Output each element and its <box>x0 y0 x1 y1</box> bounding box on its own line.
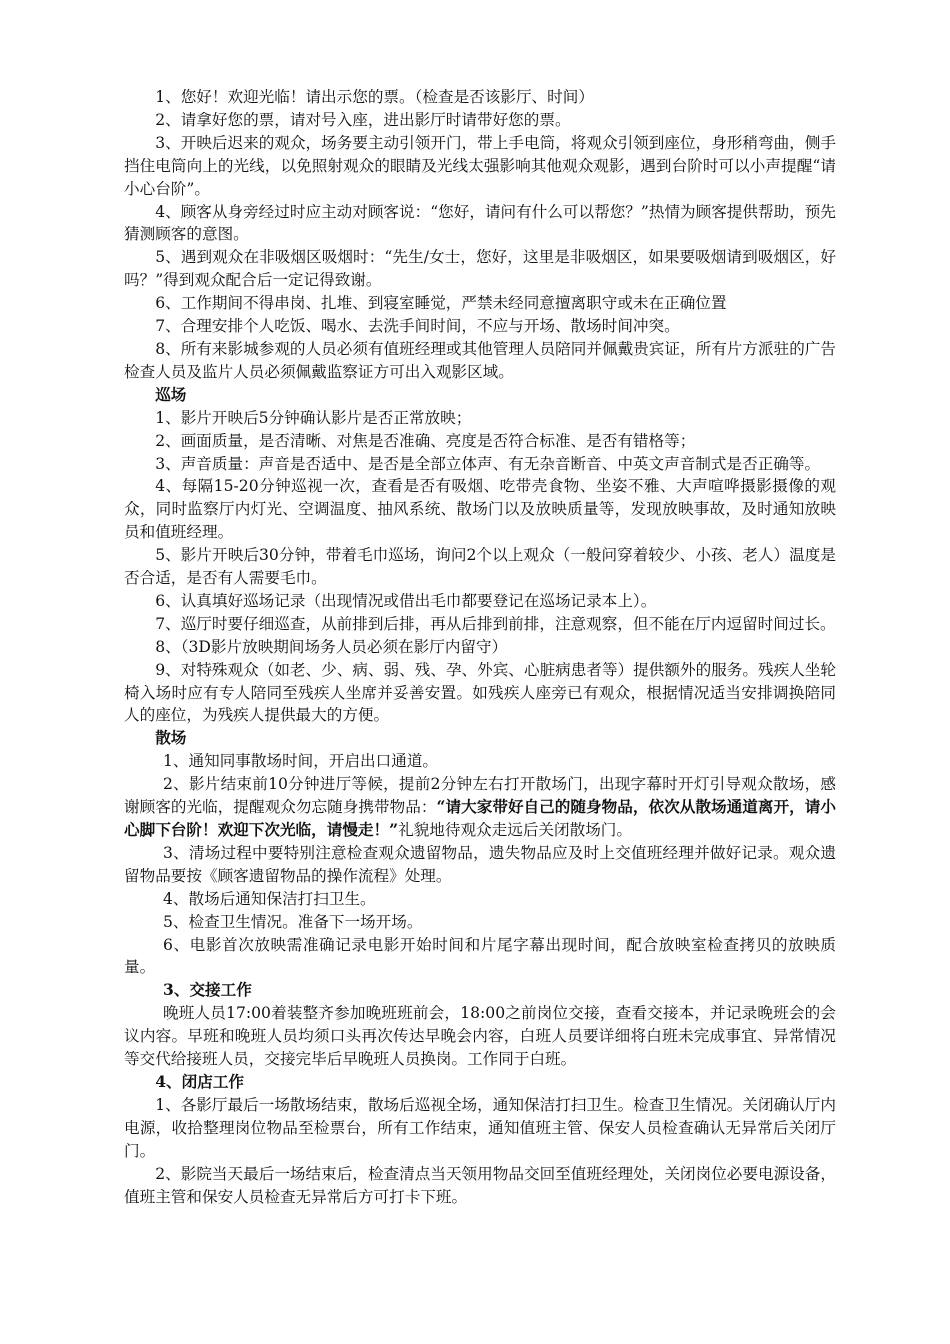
patrol-item-6: 6、认真填好巡场记录（出现情况或借出毛巾都要登记在巡场记录本上）。 <box>155 591 657 610</box>
dismissal-item-2-pre: 2、影片结束前10分钟进厅等候，提前2分钟左右打开散场门，出现字幕时开灯引导观众散场，感谢顾客的光临，提醒观众勿忘随身携带物品： <box>124 775 836 817</box>
patrol-item-2: 2、画面质量，是否清晰、对焦是否准确、亮度是否符合标准、是否有错格等； <box>155 431 696 450</box>
patrol-item-9: 9、对特殊观众（如老、少、病、弱、残、孕、外宾、心脏病患者等）提供额外的服务。残疾人坐轮椅入场时应有专人陪同至残疾人坐席并妥善安置。如残疾人座旁已有观众，根据情况适当安排调换陪同人的座位，为残疾人提供最大的方便。 <box>124 660 836 725</box>
intro-item-6: 6、工作期间不得串岗、扎堆、到寝室睡觉，严禁未经同意擅离职守或未在正确位置 <box>155 294 727 313</box>
dismissal-item-2 <box>124 773 836 842</box>
intro-item-5: 5、遇到观众在非吸烟区吸烟时：“先生/女士，您好，这里是非吸烟区，如果要吸烟请到吸烟区，好吗？”得到观众配合后一定记得致谢。 <box>124 248 836 290</box>
intro-item-7: 7、合理安排个人吃饭、喝水、去洗手间时间，不应与开场、散场时间冲突。 <box>155 317 680 336</box>
closing-heading: 4、闭店工作 <box>155 1071 245 1091</box>
handover-heading: 3、交接工作 <box>163 980 252 1000</box>
patrol-item-1: 1、影片开映后5分钟确认影片是否正常放映； <box>155 408 472 427</box>
dismissal-heading: 散场 <box>155 728 187 748</box>
intro-item-4: 4、顾客从身旁经过时应主动对顾客说：“您好，请问有什么可以帮您？”热情为顾客提供帮助，预先猜测顾客的意图。 <box>124 202 836 244</box>
intro-item-1: 1、您好！欢迎光临！请出示您的票。（检查是否该影厅、时间） <box>155 88 594 106</box>
dismissal-item-4: 4、散场后通知保洁打扫卫生。 <box>163 889 376 908</box>
handover-text: 晚班人员17:00着装整齐参加晚班班前会，18:00之前岗位交接，查看交接本，并记录晚班会的会议内容。早班和晚班人员均须口头再次传达早晚会内容，白班人员要详细将白班未完成事宜、异常情况等交代给接班人员，交接完毕后早晚班人员换岗。工作同于白班。 <box>124 1004 836 1069</box>
dismissal-item-2-post: 礼貌地待观众走远后关闭散场门。 <box>398 821 632 839</box>
patrol-heading: 巡场 <box>155 384 187 404</box>
patrol-item-4: 4、每隔15-20分钟巡视一次，查看是否有吸烟、吃带壳食物、坐姿不雅、大声喧哗摄影摄像的观众，同时监察厅内灯光、空调温度、抽风系统、散场门以及放映质量等，发现放映事故，及时通知放映员和值班经理。 <box>124 477 836 542</box>
document-page <box>124 86 836 1208</box>
intro-item-2: 2、请拿好您的票，请对号入座，进出影厅时请带好您的票。 <box>155 110 571 129</box>
dismissal-item-1: 1、通知同事散场时间，开启出口通道。 <box>163 752 439 771</box>
patrol-item-7: 7、巡厅时要仔细巡查，从前排到后排，再从后排到前排，注意观察，但不能在厅内逗留时间过长。 <box>155 614 836 633</box>
dismissal-item-2-quote: “请大家带好自己的随身物品，依次从散场通道离开，请小心脚下台阶！欢迎下次光临，请慢走！” <box>124 797 836 839</box>
patrol-item-8: 8、（3D影片放映期间场务人员必须在影厅内留守） <box>155 637 508 656</box>
intro-item-8: 8、所有来影城参观的人员必须有值班经理或其他管理人员陪同并佩戴贵宾证，所有片方派驻的广告检查人员及监片人员必须佩戴监察证方可出入观影区域。 <box>124 339 836 381</box>
intro-item-3: 3、开映后迟来的观众，场务要主动引领开门，带上手电筒，将观众引领到座位，身形稍弯曲，侧手挡住电筒向上的光线，以免照射观众的眼睛及光线太强影响其他观众观影，遇到台阶时可以小声提醒“请小心台阶”。 <box>124 133 836 198</box>
closing-item-2: 2、影院当天最后一场结束后，检查清点当天领用物品交回至值班经理处，关闭岗位必要电源设备，值班主管和保安人员检查无异常后方可打卡下班。 <box>124 1164 836 1206</box>
dismissal-item-5: 5、检查卫生情况。准备下一场开场。 <box>163 912 423 931</box>
patrol-item-3: 3、声音质量：声音是否适中、是否是全部立体声、有无杂音断音、中英文声音制式是否正确等。 <box>155 454 821 473</box>
closing-item-1: 1、各影厅最后一场散场结束，散场后巡视全场，通知保洁打扫卫生。检查卫生情况。关闭确认厅内电源，收拾整理岗位物品至检票台，所有工作结束，通知值班主管、保安人员检查确认无异常后关闭厅门。 <box>124 1095 836 1160</box>
dismissal-item-6: 6、电影首次放映需准确记录电影开始时间和片尾字幕出现时间，配合放映室检查拷贝的放映质量。 <box>124 935 836 977</box>
patrol-item-5: 5、影片开映后30分钟，带着毛巾巡场，询问2个以上观众（一般问穿着较少、小孩、老人）温度是否合适，是否有人需要毛巾。 <box>124 546 836 588</box>
dismissal-item-3: 3、清场过程中要特别注意检查观众遗留物品，遗失物品应及时上交值班经理并做好记录。观众遗留物品要按《顾客遗留物品的操作流程》处理。 <box>124 843 836 885</box>
